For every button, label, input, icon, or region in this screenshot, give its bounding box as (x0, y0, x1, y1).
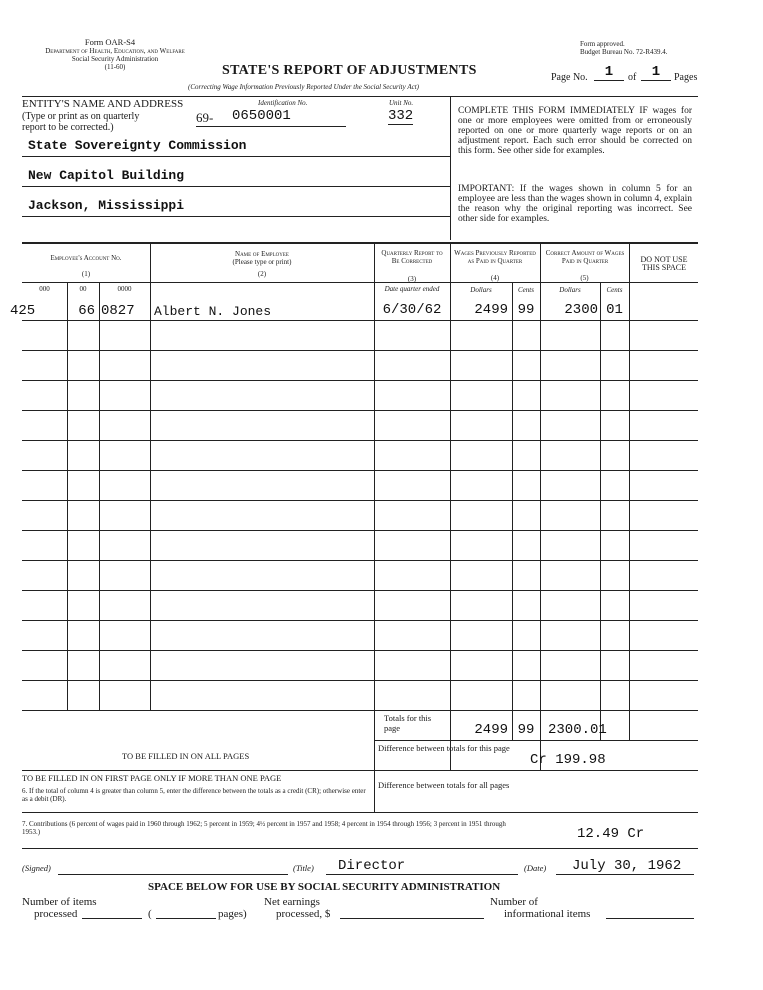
col-correct-dollars: Dollars (559, 286, 581, 294)
page-no-value: 1 (594, 64, 624, 81)
of-label: of (628, 72, 637, 83)
diff-page-label: Difference between totals for this page (378, 743, 510, 753)
diff-page-value: Cr 199.98 (530, 752, 606, 768)
ssa-heading: SPACE BELOW FOR USE BY SOCIAL SECURITY ADMINISTRATION (148, 881, 501, 893)
title-value: Director (338, 858, 406, 874)
pages-processed-label: pages) (218, 908, 247, 920)
item-7-text: 7. Contributions (6 percent of wages paid in 1960 through 1962; 5 percent in 1959; 4½ percent in 1957 and 1958; 4 percent in 1954 through 1956; 3 percent in 1951 through 1953.) (22, 820, 506, 836)
row-acct-c: 0827 (101, 303, 135, 319)
row-quarter: 6/30/62 (382, 302, 442, 318)
totals-correct: 2300.01 (548, 722, 607, 738)
col-correct-cents: Cents (606, 286, 623, 294)
totals-prev-cents: 99 (517, 722, 535, 738)
totals-label: Totals for this page (384, 713, 432, 733)
entity-address-2: Jackson, Mississippi (28, 198, 185, 213)
info-items-label-1: Number of (490, 896, 538, 908)
net-earnings-label-2: processed, $ (276, 908, 331, 920)
entity-note-1: (Type or print as on quarterly (22, 111, 140, 122)
col-account-sub-b: 00 (79, 285, 87, 293)
row-prev-dollars: 2499 (474, 302, 508, 318)
fill-first-page: TO BE FILLED IN ON FIRST PAGE ONLY IF MORE THAN ONE PAGE (22, 773, 282, 783)
col-prev-dollars: Dollars (470, 286, 492, 294)
col-account-number: (1) (81, 270, 91, 278)
entity-address-1: New Capitol Building (28, 168, 185, 183)
items-processed-label-2: processed (34, 908, 78, 920)
col-prev-cents: Cents (518, 286, 534, 294)
col-quarter-number: (3) (407, 275, 417, 283)
pages-label: Pages (674, 72, 698, 83)
totals-prev-dollars: 2499 (474, 722, 508, 738)
entity-name: State Sovereignty Commission (28, 138, 247, 153)
form-subtitle: (Correcting Wage Information Previously Reported Under the Social Security Act) (188, 83, 420, 91)
fill-all-pages: TO BE FILLED IN ON ALL PAGES (122, 751, 250, 761)
row-acct-a: 425 (10, 303, 36, 319)
col-account-sub-a: 000 (39, 285, 50, 293)
form-title: STATE'S REPORT OF ADJUSTMENTS (222, 63, 477, 78)
col-name-number: (2) (257, 270, 267, 278)
row-prev-cents: 99 (517, 302, 535, 318)
col-correct-number: (5) (580, 274, 589, 282)
approval-line-1: Form approved. (580, 40, 625, 48)
col-quarter-sub: Date quarter ended (384, 285, 440, 293)
department: Department of Health, Education, and Welfare (45, 47, 185, 55)
row-correct-dollars: 2300 (564, 302, 598, 318)
col-prev-number: (4) (490, 274, 500, 282)
date-label: (Date) (524, 863, 547, 873)
row-employee-name: Albert N. Jones (154, 304, 272, 319)
title-label: (Title) (293, 863, 314, 873)
page-total-value: 1 (641, 64, 671, 81)
col-quarter-header: Quarterly Report to Be Corrected (381, 249, 443, 265)
col-account-header: Employee's Account No. (50, 254, 122, 262)
item-6-text: 6. If the total of column 4 is greater than column 5, enter the difference between the totals as a credit (CR); otherwise enter as a debit (DR). (22, 787, 366, 803)
col-correct-header: Correct Amount of Wages Paid in Quarter (545, 249, 625, 265)
approval-line-2: Budget Bureau No. 72-R439.4. (580, 48, 668, 56)
agency: Social Security Administration (71, 55, 159, 63)
id-number-value: 0650001 (232, 108, 291, 124)
net-earnings-label-1: Net earnings (264, 896, 320, 908)
unit-number-label: Unit No. (389, 99, 414, 107)
row-acct-b: 66 (78, 303, 95, 319)
id-number-label: Identification No. (258, 99, 308, 107)
col-name-header: Name of Employee (235, 250, 289, 258)
row-correct-cents: 01 (606, 302, 623, 318)
col-name-note: (Please type or print) (232, 258, 292, 266)
form-revision: (11-60) (104, 63, 126, 71)
instructions-important: IMPORTANT: If the wages shown in column 5 for an employee are less than the wages shown in column 4, explain the reason why the original reporting was incorrect. See other side for examples. (458, 184, 693, 224)
unit-number-value: 332 (388, 108, 414, 124)
form-number: Form OAR-S4 (84, 37, 136, 47)
info-items-label-2: informational items (504, 908, 591, 920)
pages-open-paren: ( (148, 908, 152, 920)
col-prev-header: Wages Previously Reported as Paid in Quarter (454, 249, 536, 265)
items-processed-label-1: Number of items (22, 896, 97, 908)
contributions-value: 12.49 Cr (577, 826, 645, 842)
signed-label: (Signed) (22, 863, 51, 873)
instructions-complete: COMPLETE THIS FORM IMMEDIATELY IF wages for one or more employees were omitted from or erroneously reported on one or more quarterly wage reports or on an adjustment report. Each such error should be corrected on this form. See other side for examples. (458, 106, 692, 156)
id-prefix: 69- (196, 110, 214, 125)
entity-note-2: report to be corrected.) (22, 122, 114, 133)
col-no-use: DO NOT USE THIS SPACE (640, 255, 688, 272)
date-value: July 30, 1962 (572, 858, 682, 874)
diff-all-label: Difference between totals for all pages (378, 780, 510, 790)
col-account-sub-c: 0000 (117, 285, 132, 293)
entity-label: ENTITY'S NAME AND ADDRESS (22, 98, 184, 110)
page-no-label: Page No. (551, 72, 588, 83)
